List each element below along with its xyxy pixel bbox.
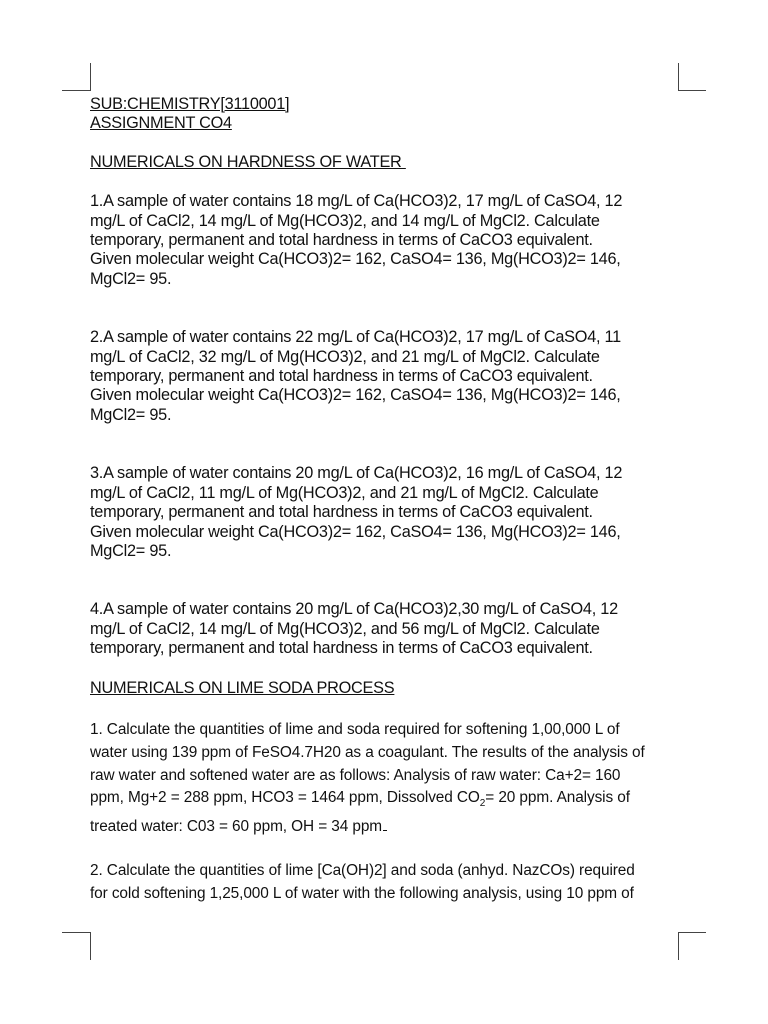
crop-mark-top-left [90, 63, 91, 91]
question-line: temporary, permanent and total hardness in terms of CaCO3 equivalent. [90, 231, 593, 250]
question-line: Given molecular weight Ca(HCO3)2= 162, CaSO4= 136, Mg(HCO3)2= 146, [90, 386, 621, 405]
question-line: 3.A sample of water contains 20 mg/L of Ca(HCO3)2, 16 mg/L of CaSO4, 12 [90, 464, 623, 483]
question-line: Given molecular weight Ca(HCO3)2= 162, CaSO4= 136, Mg(HCO3)2= 146, [90, 250, 621, 269]
underline-mark [383, 830, 387, 831]
question-line [90, 816, 690, 839]
question-line: temporary, permanent and total hardness in terms of CaCO3 equivalent. [90, 367, 593, 386]
line-part: ppm, Mg+2 = 288 ppm, HCO3 = 1464 ppm, Dissolved CO [90, 789, 480, 807]
lime-soda-question-1 [90, 719, 690, 839]
crop-mark-bottom-right [678, 932, 679, 960]
question-line: raw water and softened water are as follows: Analysis of raw water: Ca+2= 160 [90, 766, 621, 784]
question-line: Given molecular weight Ca(HCO3)2= 162, CaSO4= 136, Mg(HCO3)2= 146, [90, 522, 621, 541]
crop-mark-top-right [678, 90, 706, 91]
question-line: MgCl2= 95. [90, 269, 172, 288]
question-line: MgCl2= 95. [90, 541, 172, 560]
lime-soda-heading: NUMERICALS ON LIME SODA PROCESS [90, 678, 395, 697]
crop-mark-top-left [62, 90, 90, 91]
question-line: MgCl2= 95. [90, 405, 172, 424]
lime-soda-question-2 [90, 860, 690, 906]
subject-line: SUB:CHEMISTRY[3110001] [90, 95, 290, 113]
question-line: 2.A sample of water contains 22 mg/L of Ca(HCO3)2, 17 mg/L of CaSO4, 11 [90, 328, 621, 347]
assignment-title: ASSIGNMENT CO4 [90, 114, 232, 133]
crop-mark-top-right [678, 63, 679, 91]
crop-mark-bottom-left [90, 932, 91, 960]
question-line: mg/L of CaCl2, 14 mg/L of Mg(HCO3)2, and 14 mg/L of MgCl2. Calculate [90, 211, 600, 230]
question-line: temporary, permanent and total hardness in terms of CaCO3 equivalent. [90, 639, 593, 658]
hardness-question-1 [90, 192, 690, 289]
hardness-heading: NUMERICALS ON HARDNESS OF WATER [90, 152, 406, 171]
question-line: mg/L of CaCl2, 11 mg/L of Mg(HCO3)2, and 21 mg/L of MgCl2. Calculate [90, 483, 599, 502]
question-line: 1. Calculate the quantities of lime and soda required for softening 1,00,000 L of [90, 720, 620, 738]
question-line: temporary, permanent and total hardness in terms of CaCO3 equivalent. [90, 503, 593, 522]
question-line: for cold softening 1,25,000 L of water with the following analysis, using 10 ppm of [90, 884, 634, 902]
hardness-question-2 [90, 328, 690, 425]
crop-mark-bottom-right [678, 932, 706, 933]
question-line: water using 139 ppm of FeSO4.7H20 as a coagulant. The results of the analysis of [90, 743, 645, 761]
crop-mark-bottom-left [62, 932, 90, 933]
subscript-2: 2 [479, 798, 486, 810]
hardness-question-3 [90, 464, 690, 561]
line-part: = 20 ppm. Analysis of [485, 789, 630, 807]
question-line: 2. Calculate the quantities of lime [Ca(OH)2] and soda (anhyd. NazCOs) required [90, 862, 635, 879]
document-page [90, 95, 690, 906]
hardness-question-4 [90, 600, 690, 658]
question-line [90, 787, 690, 816]
question-line: 4.A sample of water contains 20 mg/L of Ca(HCO3)2,30 mg/L of CaSO4, 12 [90, 600, 618, 619]
question-line: mg/L of CaCl2, 14 mg/L of Mg(HCO3)2, and 56 mg/L of MgCl2. Calculate [90, 619, 600, 638]
question-line: mg/L of CaCl2, 32 mg/L of Mg(HCO3)2, and 21 mg/L of MgCl2. Calculate [90, 347, 600, 366]
line-part: treated water: C03 = 60 ppm, OH = 34 ppm [90, 818, 382, 836]
question-line: 1.A sample of water contains 18 mg/L of Ca(HCO3)2, 17 mg/L of CaSO4, 12 [90, 192, 623, 211]
